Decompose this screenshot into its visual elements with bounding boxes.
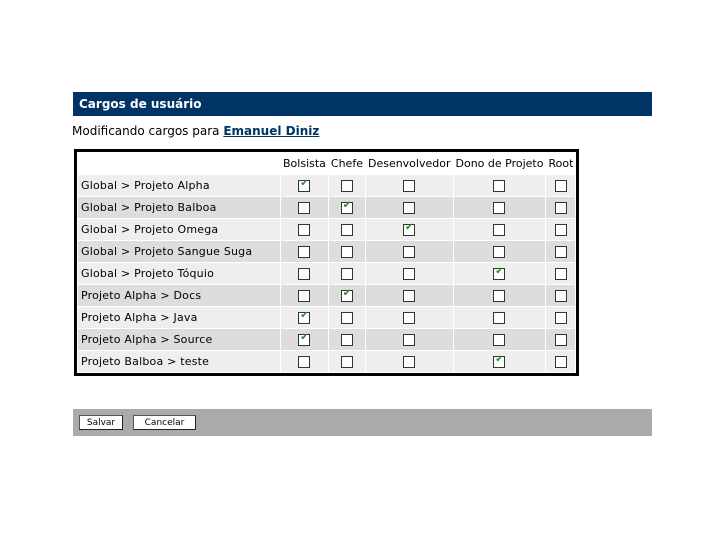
role-cell	[546, 329, 576, 351]
role-checkbox[interactable]	[493, 334, 505, 346]
role-cell	[328, 197, 365, 219]
check-mark-icon: ✔	[300, 310, 309, 321]
role-cell	[281, 285, 329, 307]
role-checkbox[interactable]	[555, 202, 567, 214]
role-checkbox[interactable]	[298, 290, 310, 302]
role-cell	[453, 241, 546, 263]
role-checkbox[interactable]	[298, 224, 310, 236]
role-checkbox[interactable]	[555, 268, 567, 280]
role-cell	[281, 219, 329, 241]
role-checkbox[interactable]	[493, 246, 505, 258]
role-header-dono-de-projeto: Dono de Projeto	[453, 153, 546, 175]
role-cell	[328, 241, 365, 263]
role-checkbox[interactable]	[403, 312, 415, 324]
role-checkbox[interactable]	[341, 312, 353, 324]
role-checkbox[interactable]	[298, 312, 310, 324]
role-checkbox[interactable]	[341, 268, 353, 280]
role-checkbox[interactable]	[555, 224, 567, 236]
role-checkbox[interactable]	[403, 290, 415, 302]
role-cell	[453, 263, 546, 285]
role-cell	[281, 241, 329, 263]
role-checkbox[interactable]	[403, 356, 415, 368]
role-cell	[281, 197, 329, 219]
role-checkbox[interactable]	[341, 224, 353, 236]
save-button[interactable]: Salvar	[79, 415, 123, 430]
role-cell	[365, 329, 453, 351]
role-cell	[365, 197, 453, 219]
role-checkbox[interactable]	[341, 334, 353, 346]
role-checkbox[interactable]	[493, 180, 505, 192]
role-cell	[453, 285, 546, 307]
role-cell	[365, 241, 453, 263]
role-cell	[546, 241, 576, 263]
role-cell	[546, 197, 576, 219]
role-checkbox[interactable]	[403, 202, 415, 214]
project-label: Global > Projeto Omega	[78, 219, 281, 241]
project-label: Projeto Alpha > Java	[78, 307, 281, 329]
modifying-prefix: Modificando cargos para	[72, 124, 220, 138]
project-label: Global > Projeto Balboa	[78, 197, 281, 219]
project-label: Global > Projeto Alpha	[78, 175, 281, 197]
role-cell	[328, 175, 365, 197]
role-cell	[328, 219, 365, 241]
role-checkbox[interactable]	[493, 202, 505, 214]
role-cell	[281, 307, 329, 329]
role-checkbox[interactable]	[298, 356, 310, 368]
cancel-button[interactable]: Cancelar	[133, 415, 196, 430]
role-cell	[365, 219, 453, 241]
role-cell	[365, 285, 453, 307]
check-mark-icon: ✔	[342, 288, 352, 299]
role-checkbox[interactable]	[341, 202, 353, 214]
role-cell	[453, 219, 546, 241]
role-cell	[453, 351, 546, 373]
role-checkbox[interactable]	[493, 290, 505, 302]
project-label: Global > Projeto Sangue Suga	[78, 241, 281, 263]
role-checkbox[interactable]	[341, 246, 353, 258]
role-cell	[546, 285, 576, 307]
role-cell	[328, 351, 365, 373]
role-checkbox[interactable]	[298, 180, 310, 192]
header-corner-cell	[78, 153, 281, 175]
table-row	[78, 197, 576, 219]
role-cell	[546, 263, 576, 285]
role-cell	[281, 351, 329, 373]
check-mark-icon: ✔	[300, 332, 309, 343]
role-checkbox[interactable]	[341, 356, 353, 368]
check-mark-icon: ✔	[300, 178, 309, 189]
button-bar	[73, 409, 652, 436]
roles-table	[77, 152, 576, 373]
role-checkbox[interactable]	[555, 312, 567, 324]
role-cell	[281, 175, 329, 197]
role-checkbox[interactable]	[298, 246, 310, 258]
role-cell	[453, 307, 546, 329]
table-row	[78, 329, 576, 351]
table-row	[78, 307, 576, 329]
table-row	[78, 263, 576, 285]
role-header-chefe: Chefe	[328, 153, 365, 175]
role-cell	[365, 263, 453, 285]
role-checkbox[interactable]	[555, 334, 567, 346]
role-cell	[546, 175, 576, 197]
role-cell	[281, 263, 329, 285]
role-checkbox[interactable]	[403, 180, 415, 192]
role-cell	[453, 329, 546, 351]
table-row	[78, 219, 576, 241]
role-checkbox[interactable]	[298, 268, 310, 280]
role-checkbox[interactable]	[298, 202, 310, 214]
role-checkbox[interactable]	[555, 290, 567, 302]
role-cell	[546, 307, 576, 329]
table-row	[78, 351, 576, 373]
role-header-bolsista: Bolsista	[281, 153, 329, 175]
table-row	[78, 241, 576, 263]
role-checkbox[interactable]	[493, 312, 505, 324]
table-row	[78, 285, 576, 307]
role-cell	[328, 263, 365, 285]
role-checkbox[interactable]	[341, 180, 353, 192]
project-label: Projeto Alpha > Source	[78, 329, 281, 351]
roles-header-row	[78, 153, 576, 175]
role-checkbox[interactable]	[403, 224, 415, 236]
roles-table-frame	[74, 149, 579, 376]
role-cell	[328, 285, 365, 307]
role-cell	[453, 175, 546, 197]
role-cell	[365, 351, 453, 373]
role-checkbox[interactable]	[403, 268, 415, 280]
check-mark-icon: ✔	[342, 200, 352, 211]
role-checkbox[interactable]	[341, 290, 353, 302]
role-cell	[546, 351, 576, 373]
check-mark-icon: ✔	[405, 222, 414, 233]
roles-table-body	[78, 175, 576, 373]
role-checkbox[interactable]	[555, 180, 567, 192]
role-cell	[453, 197, 546, 219]
role-checkbox[interactable]	[493, 356, 505, 368]
role-checkbox[interactable]	[555, 356, 567, 368]
role-checkbox[interactable]	[493, 224, 505, 236]
role-cell	[281, 329, 329, 351]
project-label: Projeto Alpha > Docs	[78, 285, 281, 307]
modifying-roles-text	[72, 124, 319, 138]
role-checkbox[interactable]	[555, 246, 567, 258]
panel-title: Cargos de usuário	[73, 92, 652, 116]
role-checkbox[interactable]	[298, 334, 310, 346]
table-row	[78, 175, 576, 197]
project-label: Projeto Balboa > teste	[78, 351, 281, 373]
role-cell	[365, 175, 453, 197]
check-mark-icon: ✔	[495, 354, 504, 365]
check-mark-icon: ✔	[495, 266, 504, 277]
role-cell	[546, 219, 576, 241]
user-name-link[interactable]: Emanuel Diniz	[223, 124, 320, 138]
role-checkbox[interactable]	[403, 246, 415, 258]
role-checkbox[interactable]	[493, 268, 505, 280]
project-label: Global > Projeto Tóquio	[78, 263, 281, 285]
role-cell	[365, 307, 453, 329]
role-cell	[328, 307, 365, 329]
role-checkbox[interactable]	[403, 334, 415, 346]
role-cell	[328, 329, 365, 351]
role-header-root: Root	[546, 153, 576, 175]
role-header-desenvolvedor: Desenvolvedor	[365, 153, 453, 175]
